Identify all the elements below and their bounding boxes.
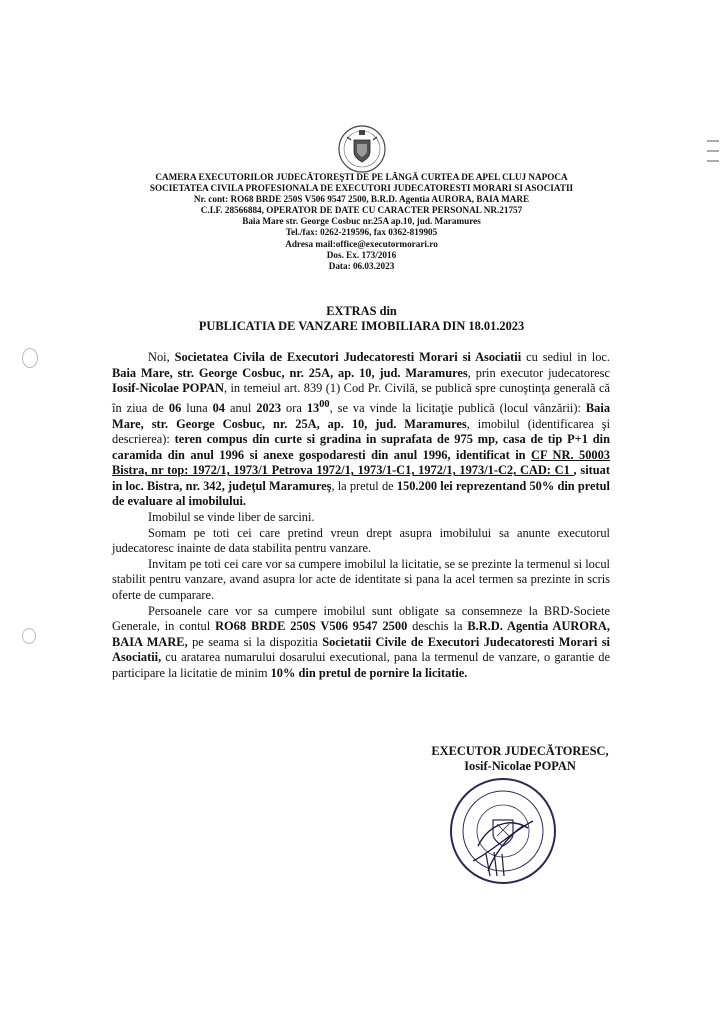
land-registry-id: CF NR. 50003 Bistra, nr top: 1972/1, 1973/1 Petrova 1972/1, 1973/1-C1, 1972/1, 1973/1-C2, CAD: C1	[112, 447, 610, 478]
signature-block	[400, 744, 640, 774]
text: luna	[181, 400, 213, 415]
header-line: SOCIETATEA CIVILA PROFESIONALA DE EXECUTORI JUDECATORESTI MORARI SI ASOCIATII	[149, 183, 574, 194]
text: , se va vinde la licitaţie publică (locul vânzării):	[329, 400, 586, 415]
header-line: Nr. cont: RO68 BRDE 250S V506 9547 2500, B.R.D. Agentia AURORA, BAIA MARE	[193, 194, 530, 205]
signer-role: EXECUTOR JUDECĂTORESC,	[431, 744, 609, 758]
official-stamp-icon	[448, 776, 558, 886]
paragraph-claims: Somam pe toti cei care pretind vreun drept asupra imobilului sa anunte executorul judecatoresc inainte de data stabilita pentru vanzare.	[112, 525, 610, 556]
text: pe seama si la dispozitia	[187, 634, 323, 649]
paragraph-invitation: Invitam pe toti cei care vor sa cumpere imobilul la licitatie, se se prezinte la termenul si locul stabilit pentru vanzare, avand asupra lor acte de identitate si pana la acel termen sa prezinte in scris oferte de cumparare.	[112, 556, 610, 603]
office-address: Baia Mare, str. George Cosbuc, nr. 25A, ap. 10, jud. Maramures	[112, 365, 468, 380]
signer-name: Iosif-Nicolae POPAN	[464, 759, 576, 773]
beneficiary: Societatii Civile de Executori Judecatoresti Morari si Asociatii,	[112, 634, 611, 665]
scan-hole-mark	[22, 348, 38, 368]
coat-of-arms-icon	[337, 122, 387, 176]
text: , la pretul de	[331, 478, 397, 493]
text: Persoanele care vor sa cumpere imobilul sunt obligate sa consemneze la BRD-Societe Generale, in contul	[112, 603, 610, 634]
bank-account: RO68 BRDE 250S V506 9547 2500	[215, 619, 408, 634]
sale-price: 150.200 lei reprezentand 50% din pretul de evaluare al imobilului.	[112, 478, 610, 509]
scan-hole-mark	[22, 628, 36, 644]
paragraph-deposit	[112, 604, 610, 682]
paragraph-encumbrances: Imobilul se vinde liber de sarcini.	[148, 510, 315, 525]
text: , prin executor judecatoresc	[467, 365, 610, 380]
case-number: Dos. Ex. 173/2016	[326, 249, 397, 260]
header-line: C.I.F. 28566884, OPERATOR DE DATE CU CARACTER PERSONAL NR.21757	[200, 205, 523, 216]
header-line: Adresa mail:office@executormorari.ro	[285, 238, 438, 249]
margin-mark	[707, 150, 719, 152]
document-title	[0, 304, 723, 334]
document-date: Data: 06.03.2023	[328, 260, 395, 271]
header-line: Tel./fax: 0262-219596, fax 0362-819905	[285, 227, 438, 238]
sale-hour: 13	[306, 400, 320, 415]
text: , in temeiul art. 839 (1) Cod Pr. Civilă, se publică spre cunoştinţa generală că în ziua de	[112, 381, 610, 415]
text: deschis la	[407, 619, 468, 634]
text: ora	[281, 400, 307, 415]
header-line: Baia Mare str. George Cosbuc nr.25A ap.10, jud. Maramures	[242, 216, 481, 227]
title-line: EXTRAS din	[326, 304, 397, 318]
document-body	[112, 350, 610, 682]
sale-day: 06	[168, 400, 182, 415]
header-line: CAMERA EXECUTORILOR JUDECĂTOREŞTI DE PE LÂNGĂ CURTEA DE APEL CLUJ NAPOCA	[155, 172, 568, 182]
margin-mark	[707, 140, 719, 142]
title-line: PUBLICATIA DE VANZARE IMOBILIARA DIN 18.01.2023	[198, 319, 525, 333]
sale-minutes: 00	[319, 398, 330, 410]
bank-branch: B.R.D. Agentia AURORA, BAIA MARE,	[112, 619, 610, 649]
sale-year: 2023	[256, 400, 282, 415]
bailiff-name: Iosif-Nicolae POPAN	[112, 381, 224, 396]
text: Noi,	[148, 350, 175, 364]
text: , imobilul (identificarea şi descrierea):	[112, 416, 611, 447]
margin-mark	[707, 160, 719, 162]
bailiff-company: Societatea Civila de Executori Judecatoresti Morari si Asociatii	[174, 350, 522, 364]
property-description: teren compus din curte si gradina in suprafata de 975 mp, casa de tip P+1 din caramida din anul 1996 si anexe gospodaresti din anul 1996, identificat in	[112, 432, 610, 462]
text: anul	[224, 400, 257, 415]
property-location: , situat in loc. Bistra, nr. 342, judeţul Maramureş	[112, 463, 610, 493]
deposit-percent: 10%	[270, 666, 296, 680]
deposit-basis: din pretul de pornire la licitatie.	[298, 666, 468, 680]
text: cu sediul in loc.	[521, 350, 610, 364]
letterhead	[0, 172, 723, 272]
text: cu aratarea numarului dosarului executional, pana la termenul de vanzare, o garantie de participare la licitatie de minim	[112, 650, 610, 680]
paragraph-announcement	[112, 350, 610, 510]
sale-location: Baia Mare, str. George Cosbuc, nr. 25A, ap. 10, jud. Maramures	[112, 400, 611, 431]
sale-month: 04	[212, 400, 225, 415]
